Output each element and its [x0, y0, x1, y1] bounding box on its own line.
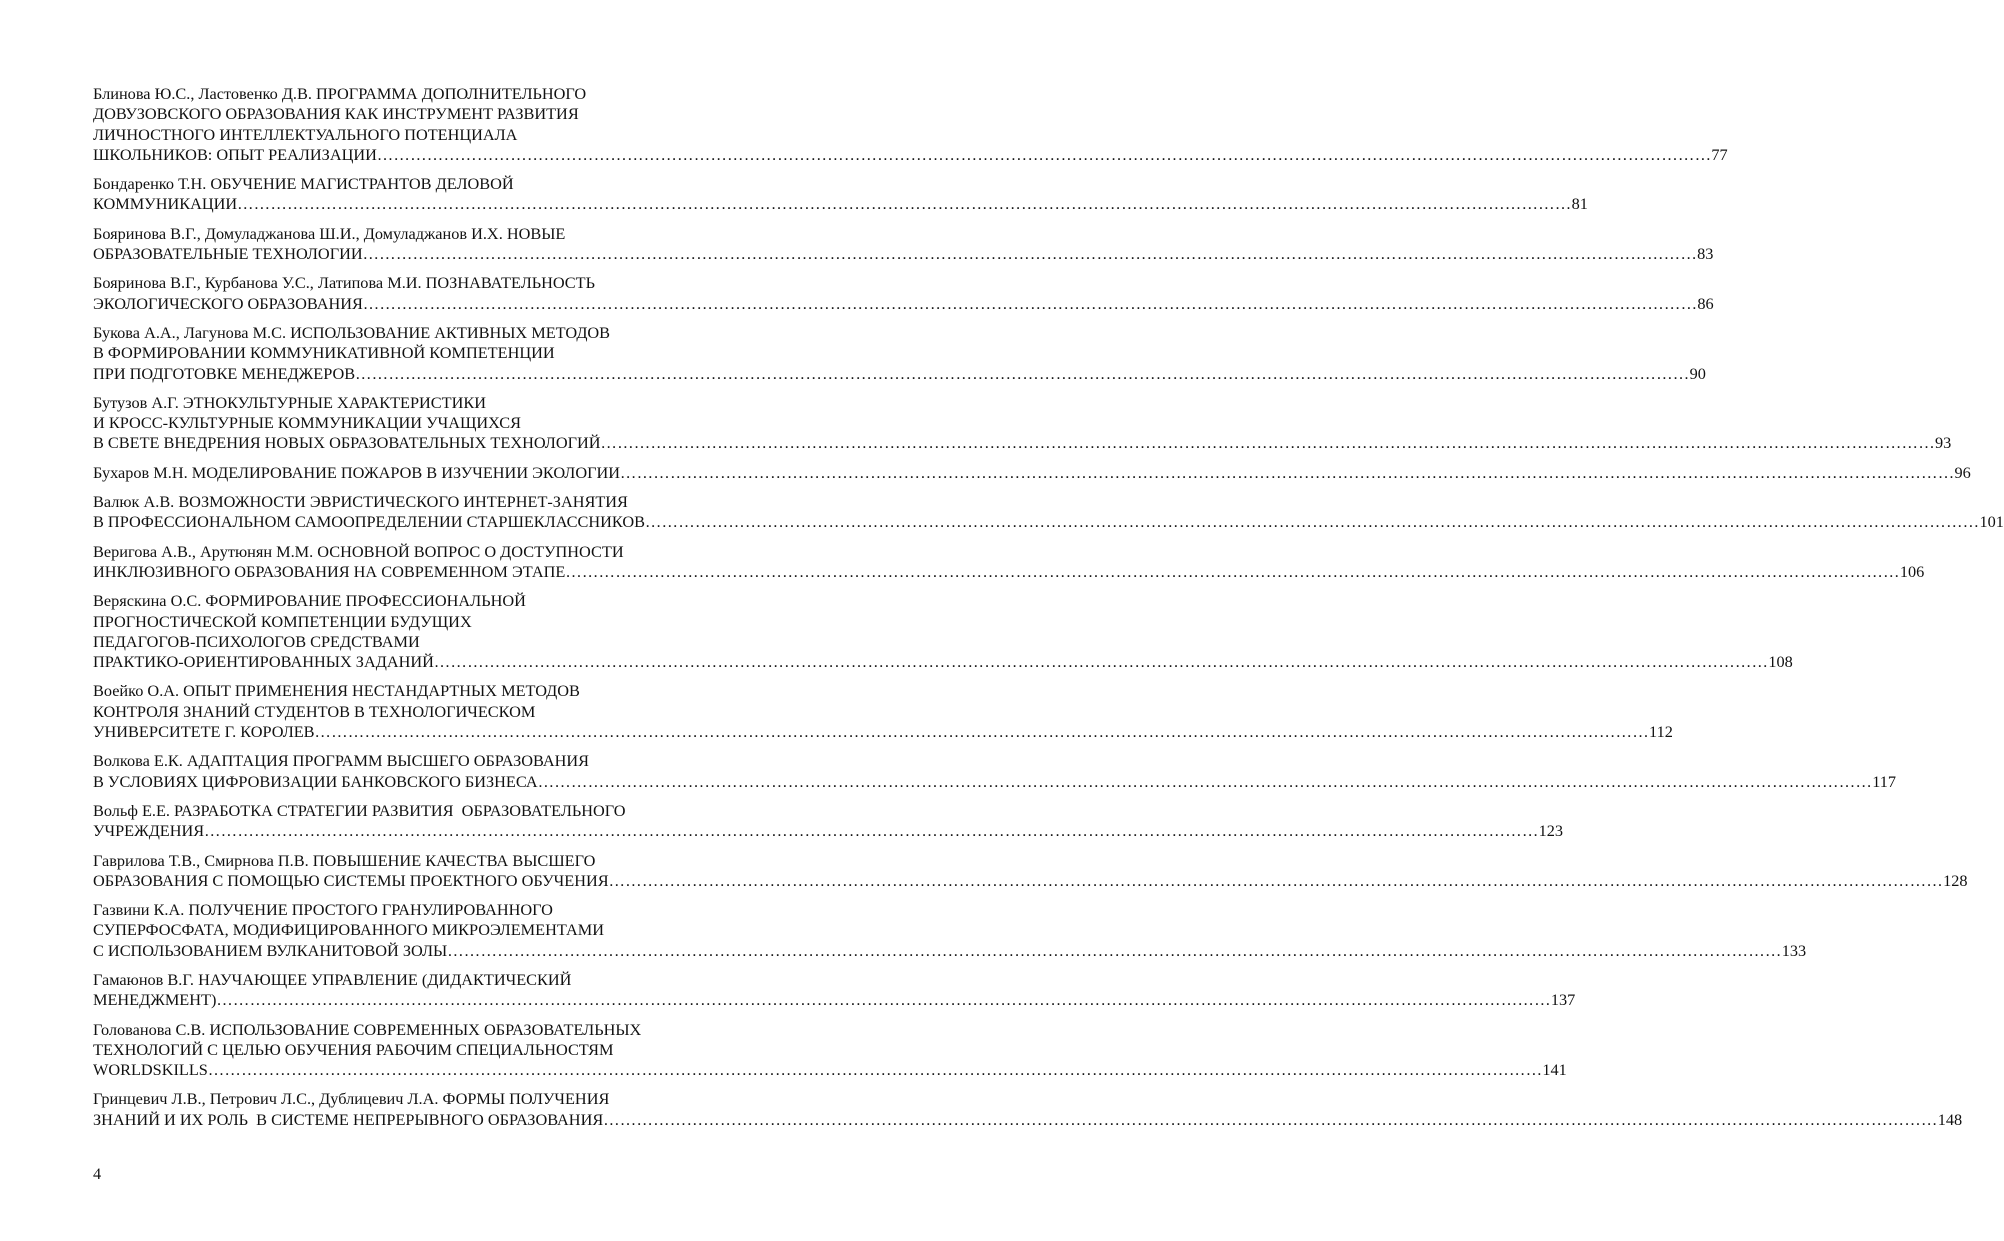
toc-entry-line: Гринцевич Л.В., Петрович Л.С., Дублицевич Л.А. ФОРМЫ ПОЛУЧЕНИЯ [93, 1089, 610, 1109]
toc-entry[interactable] [93, 541, 1925, 583]
toc-page-number: 101 [1979, 512, 2004, 532]
leader-dots: …………………………………………………………………………………………………………………………………………………………………………………………………………………… [600, 433, 1936, 453]
toc-entry-line: В СВЕТЕ ВНЕДРЕНИЯ НОВЫХ ОБРАЗОВАТЕЛЬНЫХ ТЕХНОЛОГИЙ [93, 433, 601, 453]
toc-page-number: 128 [1943, 870, 1968, 890]
toc-entry-final-line [93, 1060, 1567, 1080]
toc-entry-line: КОММУНИКАЦИИ [93, 194, 238, 214]
toc-entry-final-line [93, 561, 1925, 582]
toc-entry-line: ДОВУЗОВСКОГО ОБРАЗОВАНИЯ КАК ИНСТРУМЕНТ РАЗВИТИЯ [93, 104, 579, 124]
toc-entry-final-line [93, 293, 1714, 314]
toc-entry-final-line [93, 652, 1793, 672]
leader-dots: …………………………………………………………………………………………………………………………………………………………………………………………………………………… [608, 870, 1944, 890]
toc-entry-line: ЛИЧНОСТНОГО ИНТЕЛЛЕКТУАЛЬНОГО ПОТЕНЦИАЛА [93, 124, 518, 144]
leader-dots: …………………………………………………………………………………………………………………………………………………………………………………………………………………… [620, 462, 1955, 482]
toc-entry-line: С ИСПОЛЬЗОВАНИЕМ ВУЛКАНИТОВОЙ ЗОЛЫ [93, 940, 448, 960]
toc-entry[interactable] [93, 322, 1706, 384]
toc-page-number: 137 [1550, 990, 1576, 1010]
leader-dots: …………………………………………………………………………………………………………………………………………………………………………………………………………………… [603, 1109, 1938, 1129]
toc-entry[interactable] [93, 900, 1807, 961]
toc-page-number: 133 [1781, 940, 1807, 960]
toc-page-number: 86 [1697, 293, 1714, 313]
leader-dots: …………………………………………………………………………………………………………………………………………………………………………………………………………………… [362, 244, 1698, 264]
toc-page-number: 117 [1872, 771, 1897, 791]
leader-dots: …………………………………………………………………………………………………………………………………………………………………………………………………………………… [355, 363, 1690, 383]
toc-entry-line: Бояринова В.Г., Курбанова У.С., Латипова М.И. ПОЗНАВАТЕЛЬНОСТЬ [93, 273, 595, 293]
toc-entry-final-line [93, 990, 1576, 1010]
toc-page-number: 77 [1711, 144, 1728, 164]
toc-entry-line: ТЕХНОЛОГИЙ С ЦЕЛЬЮ ОБУЧЕНИЯ РАБОЧИМ СПЕЦИАЛЬНОСТЯМ [93, 1039, 614, 1059]
toc-page-number: 148 [1937, 1109, 1963, 1129]
toc-entry-line: ЭКОЛОГИЧЕСКОГО ОБРАЗОВАНИЯ [93, 293, 363, 313]
toc-entry-line: Газвини К.А. ПОЛУЧЕНИЕ ПРОСТОГО ГРАНУЛИРОВАННОГО [93, 900, 553, 920]
toc-entry-line: Бухаров М.Н. МОДЕЛИРОВАНИЕ ПОЖАРОВ В ИЗУЧЕНИИ ЭКОЛОГИИ [93, 462, 621, 482]
toc-page-number: 90 [1689, 363, 1706, 383]
toc-entry-line: ПЕДАГОГОВ-ПСИХОЛОГОВ СРЕДСТВАМИ [93, 631, 420, 651]
toc-entry-line: WORLDSKILLS [93, 1060, 208, 1080]
toc-entry-line: Валюк А.В. ВОЗМОЖНОСТИ ЭВРИСТИЧЕСКОГО ИНТЕРНЕТ-ЗАНЯТИЯ [93, 492, 628, 512]
toc-page-number: 112 [1649, 722, 1673, 742]
toc-entry-line: В ПРОФЕССИОНАЛЬНОМ САМООПРЕДЕЛЕНИИ СТАРШЕКЛАССНИКОВ [93, 512, 645, 532]
toc-entry-line: ЗНАНИЙ И ИХ РОЛЬ В СИСТЕМЕ НЕПРЕРЫВНОГО ОБРАЗОВАНИЯ [93, 1109, 604, 1129]
toc-page-number: 108 [1768, 652, 1793, 672]
toc-entry-line: СУПЕРФОСФАТА, МОДИФИЦИРОВАННОГО МИКРОЭЛЕМЕНТАМИ [93, 920, 604, 940]
toc-entry-line: Веригова А.В., Арутюнян М.М. ОСНОВНОЙ ВОПРОС О ДОСТУПНОСТИ [93, 541, 624, 561]
leader-dots: …………………………………………………………………………………………………………………………………………………………………………………………………………………… [447, 940, 1782, 960]
toc-page-number: 96 [1954, 462, 1971, 482]
toc-entry[interactable] [93, 174, 1588, 215]
toc-entry[interactable] [93, 751, 1897, 792]
toc-entry-line: МЕНЕДЖМЕНТ) [93, 990, 217, 1010]
toc-entry[interactable] [93, 462, 1971, 483]
leader-dots: …………………………………………………………………………………………………………………………………………………………………………………………………………………… [362, 293, 1698, 313]
toc-entry[interactable] [93, 850, 1968, 892]
toc-entry[interactable] [93, 273, 1714, 314]
toc-entry-line: Воейко О.А. ОПЫТ ПРИМЕНЕНИЯ НЕСТАНДАРТНЫХ МЕТОДОВ [93, 681, 580, 701]
toc-entry-line: ИНКЛЮЗИВНОГО ОБРАЗОВАНИЯ НА СОВРЕМЕННОМ ЭТАПЕ [93, 561, 566, 581]
toc-entry-line: Вольф Е.Е. РАЗРАБОТКА СТРАТЕГИИ РАЗВИТИЯ ОБРАЗОВАТЕЛЬНОГО [93, 800, 626, 820]
toc-entry-line: КОНТРОЛЯ ЗНАНИЙ СТУДЕНТОВ В ТЕХНОЛОГИЧЕСКОМ [93, 701, 536, 721]
toc-entry[interactable] [93, 84, 1728, 165]
toc-entry[interactable] [93, 392, 1952, 454]
leader-dots: …………………………………………………………………………………………………………………………………………………………………………………………………………………… [537, 771, 1873, 791]
toc-entry-line: УЧРЕЖДЕНИЯ [93, 821, 205, 841]
toc-entry[interactable] [93, 681, 1673, 742]
toc-entry[interactable] [93, 1019, 1567, 1081]
leader-dots: …………………………………………………………………………………………………………………………………………………………………………………………………………………… [376, 144, 1712, 164]
toc-entry-line: ПРИ ПОДГОТОВКЕ МЕНЕДЖЕРОВ [93, 363, 356, 383]
toc-entry-line: И КРОСС-КУЛЬТУРНЫЕ КОММУНИКАЦИИ УЧАЩИХСЯ [93, 413, 522, 433]
toc-entry-line: ШКОЛЬНИКОВ: ОПЫТ РЕАЛИЗАЦИИ [93, 144, 377, 164]
toc-page-number: 93 [1935, 433, 1952, 453]
toc-page-number: 83 [1697, 244, 1714, 264]
toc-page-number: 141 [1542, 1060, 1567, 1080]
toc-entry-line: Волкова Е.К. АДАПТАЦИЯ ПРОГРАММ ВЫСШЕГО ОБРАЗОВАНИЯ [93, 751, 590, 771]
toc-entry-line: ОБРАЗОВАТЕЛЬНЫЕ ТЕХНОЛОГИИ [93, 244, 363, 264]
toc-entry-final-line [93, 433, 1952, 453]
toc-entry-final-line [93, 244, 1714, 264]
toc-entry-line: ПРОГНОСТИЧЕСКОЙ КОМПЕТЕНЦИИ БУДУЩИХ [93, 611, 472, 631]
toc-entry-final-line [93, 722, 1673, 742]
toc-entry-line: Веряскина О.С. ФОРМИРОВАНИЕ ПРОФЕССИОНАЛЬНОЙ [93, 591, 526, 611]
toc-entry-final-line [93, 940, 1807, 961]
toc-page-number: 123 [1538, 821, 1564, 841]
toc-entry-final-line [93, 771, 1897, 792]
toc-entry-final-line [93, 1109, 1963, 1130]
toc-entry-line: ОБРАЗОВАНИЯ С ПОМОЩЬЮ СИСТЕМЫ ПРОЕКТНОГО ОБУЧЕНИЯ [93, 870, 609, 890]
toc-entry-line: Бояринова В.Г., Домуладжанова Ш.И., Домуладжанов И.Х. НОВЫЕ [93, 223, 566, 243]
toc-entry-line: Гаврилова Т.В., Смирнова П.В. ПОВЫШЕНИЕ КАЧЕСТВА ВЫСШЕГО [93, 850, 596, 870]
toc-page-number: 81 [1571, 194, 1588, 214]
leader-dots: …………………………………………………………………………………………………………………………………………………………………………………………………………………… [207, 1060, 1543, 1080]
toc-entry-line: В ФОРМИРОВАНИИ КОММУНИКАТИВНОЙ КОМПЕТЕНЦИИ [93, 343, 555, 363]
toc-entry-line: ПРАКТИКО-ОРИЕНТИРОВАННЫХ ЗАДАНИЙ [93, 652, 434, 672]
toc-entry-line: Блинова Ю.С., Ластовенко Д.В. ПРОГРАММА ДОПОЛНИТЕЛЬНОГО [93, 84, 587, 103]
toc-entry-final-line [93, 144, 1728, 165]
leader-dots: …………………………………………………………………………………………………………………………………………………………………………………………………………………… [216, 990, 1551, 1010]
toc-entry[interactable] [93, 800, 1564, 842]
toc-entry-final-line [93, 512, 2004, 532]
toc-entry-line: Бондаренко Т.Н. ОБУЧЕНИЕ МАГИСТРАНТОВ ДЕЛОВОЙ [93, 174, 514, 194]
toc-entry-line: Бутузов А.Г. ЭТНОКУЛЬТУРНЫЕ ХАРАКТЕРИСТИКИ [93, 392, 486, 412]
toc-entry-final-line [93, 821, 1564, 841]
toc-entry[interactable] [93, 1089, 1963, 1130]
toc-entry[interactable] [93, 223, 1714, 265]
table-of-contents [93, 84, 2004, 1139]
toc-entry[interactable] [93, 591, 1793, 672]
page-number: 4 [93, 1164, 102, 1183]
toc-entry-line: Гамаюнов В.Г. НАУЧАЮЩЕЕ УПРАВЛЕНИЕ (ДИДАКТИЧЕСКИЙ [93, 969, 572, 989]
leader-dots: …………………………………………………………………………………………………………………………………………………………………………………………………………………… [237, 194, 1572, 214]
leader-dots: …………………………………………………………………………………………………………………………………………………………………………………………………………………… [314, 722, 1650, 742]
toc-entry-final-line [93, 363, 1706, 384]
toc-entry-line: В УСЛОВИЯХ ЦИФРОВИЗАЦИИ БАНКОВСКОГО БИЗНЕСА [93, 771, 538, 791]
toc-entry-final-line [93, 870, 1968, 891]
toc-entry-line: Голованова С.В. ИСПОЛЬЗОВАНИЕ СОВРЕМЕННЫХ ОБРАЗОВАТЕЛЬНЫХ [93, 1019, 642, 1039]
toc-entry[interactable] [93, 492, 2004, 533]
toc-entry[interactable] [93, 969, 1576, 1011]
leader-dots: …………………………………………………………………………………………………………………………………………………………………………………………………………………… [433, 652, 1769, 672]
leader-dots: …………………………………………………………………………………………………………………………………………………………………………………………………………………… [644, 512, 1980, 532]
toc-entry-line: Букова А.А., Лагунова М.С. ИСПОЛЬЗОВАНИЕ АКТИВНЫХ МЕТОДОВ [93, 322, 611, 342]
toc-page-number: 106 [1899, 561, 1925, 581]
leader-dots: …………………………………………………………………………………………………………………………………………………………………………………………………………………… [565, 561, 1900, 581]
toc-entry-final-line [93, 462, 1971, 483]
toc-entry-line: УНИВЕРСИТЕТЕ Г. КОРОЛЕВ [93, 722, 315, 742]
toc-entry-final-line [93, 194, 1588, 214]
leader-dots: …………………………………………………………………………………………………………………………………………………………………………………………………………………… [204, 821, 1539, 841]
